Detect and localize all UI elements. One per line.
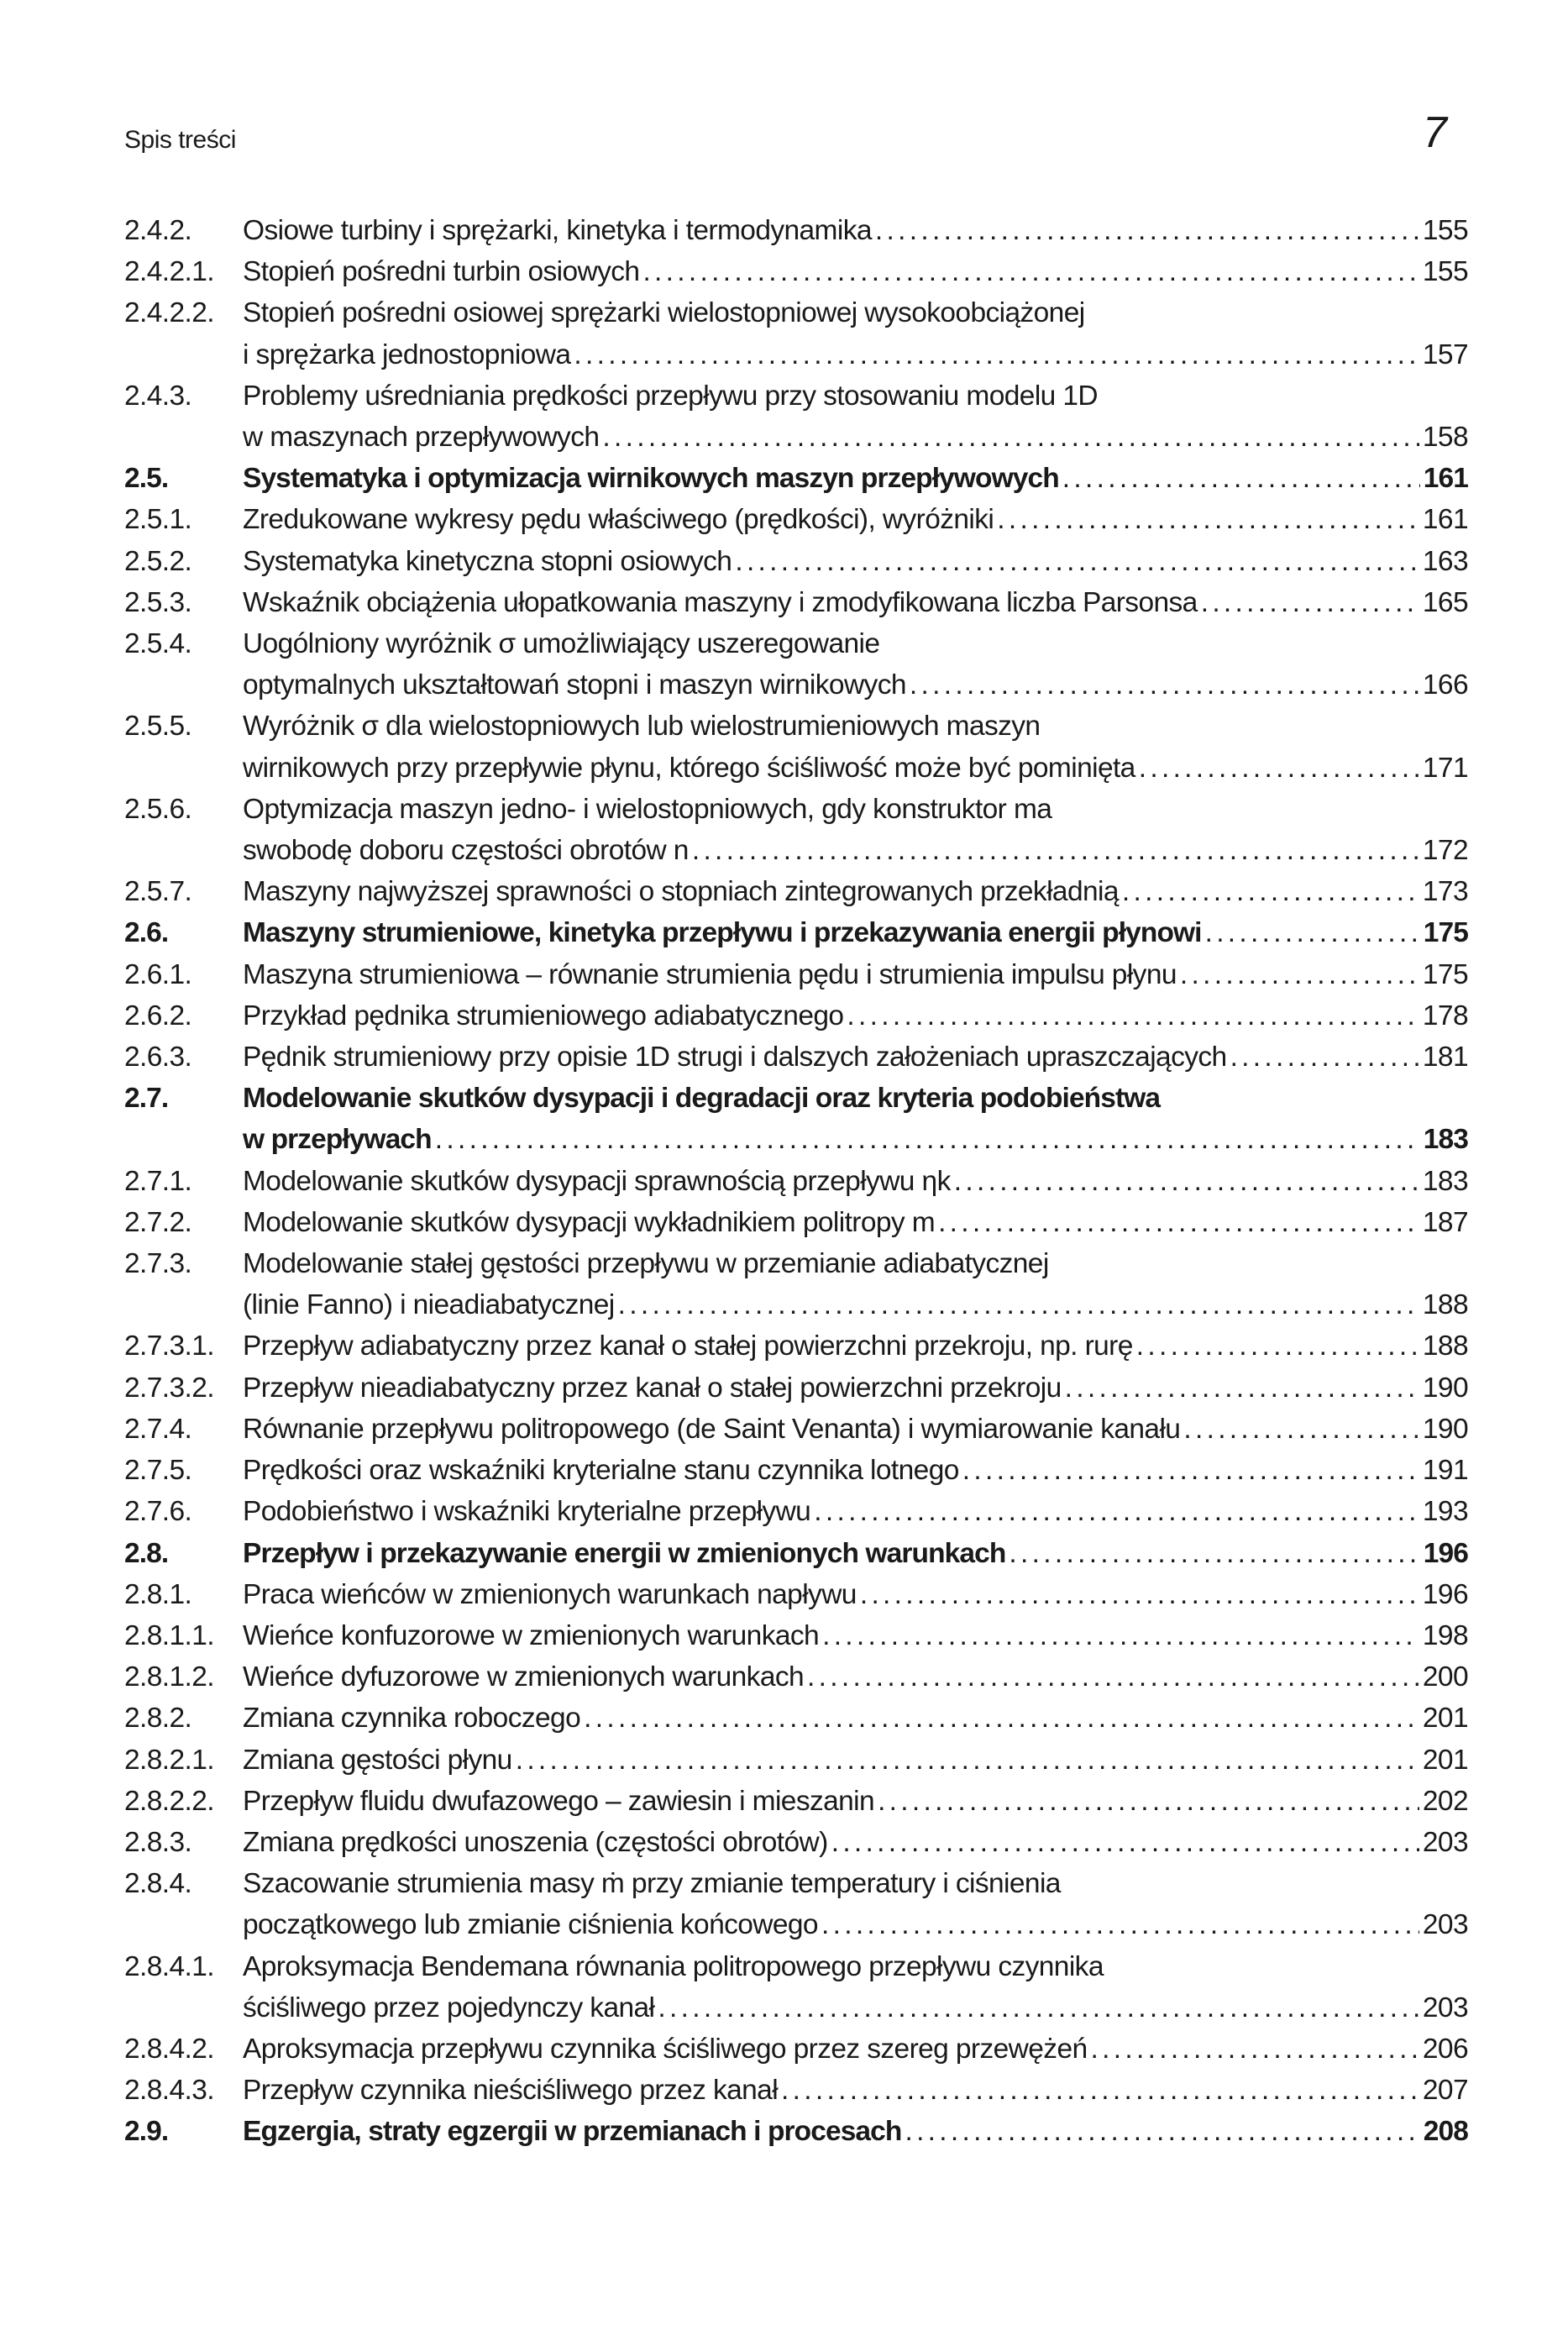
toc-entry: [124, 251, 1468, 292]
toc-entry-number: 2.8.4.3.: [124, 2075, 214, 2107]
toc-entry-title: Maszyna strumieniowa – równanie strumienia pędu i strumienia impulsu płynu: [243, 958, 1177, 990]
toc-entry-line: [243, 871, 1468, 912]
toc-entry-page: 191: [1422, 1455, 1468, 1487]
dot-leader: [1201, 582, 1419, 623]
toc-entry-title: Wskaźnik obciążenia ułopatkowania maszyny i zmodyfikowana liczba Parsonsa: [243, 586, 1198, 618]
toc-entry: [124, 1202, 1468, 1243]
toc-entry: [124, 995, 1468, 1037]
dot-leader: [962, 1450, 1419, 1491]
toc-entry-line: [243, 1615, 1468, 1656]
toc-entry-number: 2.8.4.1.: [124, 1950, 214, 1982]
page-number: 7: [1423, 108, 1447, 157]
toc-entry: [124, 499, 1468, 540]
toc-entry-number: 2.6.1.: [124, 958, 192, 990]
toc-entry-page: 165: [1422, 586, 1468, 618]
dot-leader: [847, 995, 1419, 1037]
toc-entry-page: 158: [1422, 422, 1468, 454]
dot-leader: [1205, 912, 1420, 953]
toc-entry: [124, 1574, 1468, 1615]
toc-entry-body: [243, 251, 1468, 292]
toc-entry-title: Praca wieńców w zmienionych warunkach napływu: [243, 1578, 857, 1610]
toc-entry-number: 2.7.3.1.: [124, 1330, 214, 1362]
toc-entry-body: [243, 1491, 1468, 1532]
toc-entry-title: Równanie przepływu politropowego (de Saint Venanta) i wymiarowanie kanału: [243, 1413, 1181, 1445]
toc-entry-page: 202: [1422, 1785, 1468, 1817]
dot-leader: [997, 499, 1419, 540]
toc-entry-page: 188: [1422, 1289, 1468, 1321]
toc-entry-page: 188: [1422, 1330, 1468, 1362]
toc-entry-line: [243, 334, 1468, 375]
toc-entry-number: 2.5.6.: [124, 793, 192, 825]
toc-entry-line: [243, 251, 1468, 292]
toc-entry-page: 181: [1422, 1042, 1468, 1073]
toc-entry-title: Egzergia, straty egzergii w przemianach i procesach: [243, 2116, 902, 2148]
toc-entry: [124, 1533, 1468, 1574]
toc-entry-page: 166: [1422, 669, 1468, 701]
toc-entry: [124, 1698, 1468, 1739]
toc-entry-body: [243, 1325, 1468, 1367]
toc-entry-body: [243, 871, 1468, 912]
toc-entry: [124, 789, 1468, 871]
toc-entry: [124, 541, 1468, 582]
running-head: Spis treści: [124, 126, 236, 154]
toc-entry: [124, 1946, 1468, 2028]
toc-entry-number: 2.5.: [124, 463, 169, 495]
toc-entry-title: Uogólniony wyróżnik σ umożliwiający uszeregowanie: [243, 628, 880, 660]
toc-entry-line: [243, 1698, 1468, 1739]
dot-leader: [1065, 1367, 1419, 1409]
toc-entry: [124, 912, 1468, 953]
toc-entry: [124, 1740, 1468, 1781]
toc-entry: [124, 458, 1468, 499]
toc-entry-number: 2.7.3.2.: [124, 1372, 214, 1404]
toc-entry-number: 2.7.6.: [124, 1496, 192, 1528]
toc-entry-line: [243, 1533, 1468, 1574]
toc-entry-number: 2.7.2.: [124, 1206, 192, 1238]
toc-entry-line: [243, 1740, 1468, 1781]
toc-entry-body: [243, 582, 1468, 623]
toc-entry: [124, 1078, 1468, 1160]
toc-entry: [124, 582, 1468, 623]
toc-entry: [124, 1409, 1468, 1450]
toc-entry-number: 2.5.2.: [124, 545, 192, 577]
toc-entry-title: Modelowanie skutków dysypacji sprawnością przepływu ηk: [243, 1165, 951, 1197]
toc-entry-line: [243, 499, 1468, 540]
dot-leader: [821, 1904, 1419, 1945]
toc-entry-title: Zmiana prędkości unoszenia (częstości obrotów): [243, 1826, 828, 1858]
toc-entry-body: [243, 210, 1468, 251]
toc-entry: [124, 1243, 1468, 1325]
toc-entry-body: [243, 375, 1468, 458]
toc-entry-line: [243, 912, 1468, 953]
toc-entry-line: [243, 623, 1468, 664]
dot-leader: [781, 2070, 1419, 2111]
toc-entry-line: [243, 417, 1468, 458]
toc-entry-title: Przepływ i przekazywanie energii w zmienionych warunkach: [243, 1537, 1006, 1569]
toc-entry-title: Optymizacja maszyn jedno- i wielostopniowych, gdy konstruktor ma: [243, 793, 1052, 825]
toc-entry-number: 2.6.: [124, 917, 169, 949]
dot-leader: [1180, 954, 1419, 995]
toc-entry: [124, 706, 1468, 788]
toc-entry: [124, 1037, 1468, 1078]
toc-entry-number: 2.8.4.2.: [124, 2033, 214, 2065]
toc-entry-line: [243, 1987, 1468, 2028]
toc-entry-page: 208: [1423, 2116, 1468, 2148]
toc-entry-page: 175: [1422, 958, 1468, 990]
toc-entry-body: [243, 1161, 1468, 1202]
toc-entry-title: Osiowe turbiny i sprężarki, kinetyka i termodynamika: [243, 215, 872, 246]
dot-leader: [1139, 748, 1419, 789]
toc-entry-page: 178: [1422, 1000, 1468, 1031]
toc-entry-line: [243, 830, 1468, 871]
toc-entry-body: [243, 623, 1468, 706]
toc-entry-title: Przepływ nieadiabatyczny przez kanał o stałej powierzchni przekroju: [243, 1372, 1062, 1404]
toc-entry-body: [243, 1740, 1468, 1781]
toc-entry-line: [243, 1367, 1468, 1409]
dot-leader: [584, 1698, 1419, 1739]
toc-entry-body: [243, 1037, 1468, 1078]
toc-entry: [124, 1367, 1468, 1409]
toc-entry-number: 2.8.2.1.: [124, 1744, 214, 1776]
dot-leader: [831, 1822, 1419, 1863]
toc-entry-number: 2.4.2.2.: [124, 297, 214, 329]
toc-entry-body: [243, 1243, 1468, 1325]
toc-entry-line: [243, 995, 1468, 1037]
toc-entry: [124, 375, 1468, 458]
toc-entry-page: 173: [1422, 876, 1468, 908]
toc-entry-number: 2.5.1.: [124, 504, 192, 536]
toc-entry-number: 2.5.7.: [124, 876, 192, 908]
toc-entry-page: 203: [1422, 1992, 1468, 2023]
dot-leader: [938, 1202, 1419, 1243]
toc-entry-line: [243, 748, 1468, 789]
toc-entry-title: Przepływ adiabatyczny przez kanał o stałej powierzchni przekroju, np. rurę: [243, 1330, 1133, 1362]
toc-entry-line: [243, 1904, 1468, 1945]
toc-entry-title: i sprężarka jednostopniowa: [243, 339, 571, 370]
toc-entry-body: [243, 292, 1468, 375]
toc-entry-line: [243, 2070, 1468, 2111]
toc-entry-page: 161: [1422, 504, 1468, 536]
toc-entry-line: [243, 1243, 1468, 1284]
toc-entry-body: [243, 1656, 1468, 1698]
toc-entry-line: [243, 664, 1468, 706]
toc-entry-body: [243, 1450, 1468, 1491]
toc-entry-line: [243, 1284, 1468, 1325]
toc-entry-body: [243, 541, 1468, 582]
toc-entry-title: Systematyka i optymizacja wirnikowych maszyn przepływowych: [243, 463, 1059, 495]
toc-entry-title: optymalnych ukształtowań stopni i maszyn wirnikowych: [243, 669, 906, 701]
toc-entry-title: Modelowanie skutków dysypacji i degradacji oraz kryteria podobieństwa: [243, 1083, 1161, 1115]
toc-entry: [124, 1161, 1468, 1202]
toc-entry-number: 2.8.1.2.: [124, 1661, 214, 1693]
toc-entry-page: 207: [1422, 2075, 1468, 2107]
toc-entry: [124, 1450, 1468, 1491]
toc-entry-body: [243, 1409, 1468, 1450]
toc-entry-body: [243, 1574, 1468, 1615]
toc-entry-page: 198: [1422, 1619, 1468, 1651]
dot-leader: [814, 1491, 1419, 1532]
toc-entry-line: [243, 2028, 1468, 2070]
dot-leader: [1122, 871, 1419, 912]
toc-entry-line: [243, 1656, 1468, 1698]
toc-entry-body: [243, 1781, 1468, 1822]
toc-entry-page: 203: [1422, 1826, 1468, 1858]
dot-leader: [692, 830, 1419, 871]
toc-entry-title: Przepływ fluidu dwufazowego – zawiesin i mieszanin: [243, 1785, 875, 1817]
toc-entry-line: [243, 1161, 1468, 1202]
toc-entry-title: Przykład pędnika strumieniowego adiabatycznego: [243, 1000, 844, 1031]
dot-leader: [1230, 1037, 1419, 1078]
toc-entry-title: Szacowanie strumienia masy ṁ przy zmianie temperatury i ciśnienia: [243, 1868, 1061, 1900]
toc-entry-number: 2.7.5.: [124, 1455, 192, 1487]
dot-leader: [1183, 1409, 1419, 1450]
toc-entry-number: 2.4.3.: [124, 380, 192, 412]
toc-entry-page: 200: [1422, 1661, 1468, 1693]
dot-leader: [905, 2111, 1419, 2152]
toc-entry-number: 2.6.2.: [124, 1000, 192, 1031]
toc-entry-title: Pędnik strumieniowy przy opisie 1D strugi i dalszych założeniach upraszczających: [243, 1042, 1227, 1073]
toc-entry-body: [243, 954, 1468, 995]
dot-leader: [435, 1119, 1420, 1160]
toc-entry-page: 171: [1422, 752, 1468, 784]
toc-entry-title: Wieńce dyfuzorowe w zmienionych warunkach: [243, 1661, 805, 1693]
toc-entry-number: 2.6.3.: [124, 1042, 192, 1073]
toc-entry-page: 190: [1422, 1372, 1468, 1404]
toc-entry-title: Maszyny strumieniowe, kinetyka przepływu i przekazywania energii płynowi: [243, 917, 1202, 949]
toc-entry-number: 2.8.1.: [124, 1578, 192, 1610]
toc-entry-page: 206: [1422, 2033, 1468, 2065]
toc-entry: [124, 292, 1468, 375]
toc-entry-number: 2.9.: [124, 2116, 169, 2148]
dot-leader: [954, 1161, 1419, 1202]
toc-entry: [124, 871, 1468, 912]
toc-entry-line: [243, 375, 1468, 417]
toc-entry-page: 190: [1422, 1413, 1468, 1445]
toc-entry-page: 193: [1422, 1496, 1468, 1528]
toc-entry-title: ściśliwego przez pojedynczy kanał: [243, 1992, 655, 2023]
toc-entry-page: 196: [1422, 1578, 1468, 1610]
toc-entry-body: [243, 2028, 1468, 2070]
toc-entry-number: 2.5.3.: [124, 586, 192, 618]
toc-entry-page: 196: [1423, 1537, 1468, 1569]
toc-entry-line: [243, 1409, 1468, 1450]
toc-entry-title: Wieńce konfuzorowe w zmienionych warunkach: [243, 1619, 820, 1651]
toc-entry-number: 2.8.1.1.: [124, 1619, 214, 1651]
toc-entry-line: [243, 1078, 1468, 1119]
toc-entry: [124, 2111, 1468, 2152]
toc-entry-line: [243, 1822, 1468, 1863]
toc-entry-title: Stopień pośredni osiowej sprężarki wielostopniowej wysokoobciążonej: [243, 297, 1085, 329]
dot-leader: [516, 1740, 1419, 1781]
toc-entry-page: 183: [1422, 1165, 1468, 1197]
toc-entry-title: Modelowanie skutków dysypacji wykładnikiem politropy m: [243, 1206, 936, 1238]
toc-entry: [124, 1615, 1468, 1656]
toc-entry: [124, 2028, 1468, 2070]
toc-entry-line: [243, 582, 1468, 623]
toc-entry-title: Modelowanie stałej gęstości przepływu w przemianie adiabatycznej: [243, 1248, 1049, 1280]
toc-entry-number: 2.7.3.: [124, 1248, 192, 1280]
dot-leader: [860, 1574, 1419, 1615]
toc-entry-number: 2.8.3.: [124, 1826, 192, 1858]
toc-entry-title: Systematyka kinetyczna stopni osiowych: [243, 545, 732, 577]
toc-entry: [124, 1863, 1468, 1945]
table-of-contents: [124, 210, 1468, 2153]
dot-leader: [1136, 1325, 1419, 1367]
toc-entry-body: [243, 789, 1468, 871]
toc-entry-body: [243, 2111, 1468, 2152]
toc-entry-number: 2.8.2.: [124, 1703, 192, 1735]
toc-entry-page: 201: [1422, 1744, 1468, 1776]
toc-entry-line: [243, 789, 1468, 830]
toc-entry-body: [243, 912, 1468, 953]
toc-entry-page: 201: [1422, 1703, 1468, 1735]
toc-entry-title: Stopień pośredni turbin osiowych: [243, 256, 640, 288]
toc-entry-body: [243, 1946, 1468, 2028]
dot-leader: [1009, 1533, 1419, 1574]
toc-entry-number: 2.8.4.: [124, 1868, 192, 1900]
toc-entry-page: 155: [1422, 256, 1468, 288]
toc-entry-body: [243, 1615, 1468, 1656]
toc-entry-line: [243, 541, 1468, 582]
toc-entry-body: [243, 995, 1468, 1037]
toc-entry-title: (linie Fanno) i nieadiabatycznej: [243, 1289, 615, 1321]
toc-entry-number: 2.5.4.: [124, 628, 192, 660]
toc-entry-title: Problemy uśredniania prędkości przepływu przy stosowaniu modelu 1D: [243, 380, 1099, 412]
toc-entry-line: [243, 2111, 1468, 2152]
toc-entry-line: [243, 1202, 1468, 1243]
dot-leader: [602, 417, 1419, 458]
toc-entry-title: Zmiana czynnika roboczego: [243, 1703, 581, 1735]
toc-entry-title: w przepływach: [243, 1124, 432, 1156]
toc-entry-line: [243, 292, 1468, 333]
toc-entry-title: Aproksymacja przepływu czynnika ściśliwego przez szereg przewężeń: [243, 2033, 1088, 2065]
dot-leader: [1091, 2028, 1419, 2070]
toc-entry-body: [243, 1533, 1468, 1574]
toc-entry-line: [243, 1450, 1468, 1491]
toc-entry-number: 2.4.2.1.: [124, 256, 214, 288]
toc-entry-body: [243, 1698, 1468, 1739]
dot-leader: [735, 541, 1419, 582]
toc-entry-title: wirnikowych przy przepływie płynu, którego ściśliwość może być pominięta: [243, 752, 1135, 784]
toc-entry-title: swobodę doboru częstości obrotów n: [243, 835, 689, 867]
toc-entry-line: [243, 1781, 1468, 1822]
dot-leader: [658, 1987, 1419, 2028]
toc-entry-title: w maszynach przepływowych: [243, 422, 600, 454]
toc-entry-title: Wyróżnik σ dla wielostopniowych lub wielostrumieniowych maszyn: [243, 711, 1041, 743]
dot-leader: [822, 1615, 1419, 1656]
dot-leader: [910, 664, 1419, 706]
toc-entry-title: Maszyny najwyższej sprawności o stopniach zintegrowanych przekładnią: [243, 876, 1119, 908]
toc-entry: [124, 954, 1468, 995]
dot-leader: [642, 251, 1419, 292]
dot-leader: [878, 1781, 1419, 1822]
toc-entry-title: Podobieństwo i wskaźniki kryterialne przepływu: [243, 1496, 811, 1528]
toc-entry-page: 161: [1423, 463, 1468, 495]
toc-entry: [124, 2070, 1468, 2111]
toc-entry-line: [243, 210, 1468, 251]
toc-entry-body: [243, 1863, 1468, 1945]
toc-entry: [124, 210, 1468, 251]
toc-entry-body: [243, 458, 1468, 499]
toc-entry: [124, 1822, 1468, 1863]
toc-entry-body: [243, 1367, 1468, 1409]
dot-leader: [1062, 458, 1420, 499]
toc-entry-page: 163: [1422, 545, 1468, 577]
toc-entry-body: [243, 2070, 1468, 2111]
toc-entry-line: [243, 1946, 1468, 1987]
toc-entry-body: [243, 1822, 1468, 1863]
toc-entry-page: 175: [1423, 917, 1468, 949]
toc-entry-line: [243, 1574, 1468, 1615]
toc-entry: [124, 1491, 1468, 1532]
toc-entry-line: [243, 1491, 1468, 1532]
toc-entry-line: [243, 1119, 1468, 1160]
toc-entry-number: 2.7.4.: [124, 1413, 192, 1445]
toc-entry-number: 2.4.2.: [124, 215, 192, 246]
toc-entry-title: Aproksymacja Bendemana równania politropowego przepływu czynnika: [243, 1950, 1104, 1982]
toc-entry-line: [243, 706, 1468, 747]
toc-entry-line: [243, 1325, 1468, 1367]
toc-entry-line: [243, 954, 1468, 995]
toc-entry-page: 172: [1422, 835, 1468, 867]
toc-entry-number: 2.7.: [124, 1083, 169, 1115]
toc-entry-line: [243, 1037, 1468, 1078]
toc-entry-number: 2.5.5.: [124, 711, 192, 743]
toc-entry-title: Prędkości oraz wskaźniki kryterialne stanu czynnika lotnego: [243, 1455, 959, 1487]
toc-entry-line: [243, 458, 1468, 499]
toc-entry-page: 187: [1422, 1206, 1468, 1238]
toc-entry-body: [243, 499, 1468, 540]
toc-entry-number: 2.7.1.: [124, 1165, 192, 1197]
toc-entry-page: 157: [1422, 339, 1468, 370]
toc-entry: [124, 1325, 1468, 1367]
toc-entry-line: [243, 1863, 1468, 1904]
toc-entry: [124, 1781, 1468, 1822]
toc-entry: [124, 623, 1468, 706]
dot-leader: [875, 210, 1419, 251]
toc-entry-page: 183: [1423, 1124, 1468, 1156]
toc-entry-number: 2.8.: [124, 1537, 169, 1569]
dot-leader: [807, 1656, 1419, 1698]
dot-leader: [618, 1284, 1419, 1325]
toc-entry-title: Zmiana gęstości płynu: [243, 1744, 512, 1776]
toc-entry-body: [243, 1078, 1468, 1160]
toc-entry-page: 203: [1422, 1909, 1468, 1941]
toc-entry-page: 155: [1422, 215, 1468, 246]
toc-entry-title: początkowego lub zmianie ciśnienia końcowego: [243, 1909, 818, 1941]
toc-entry-number: 2.8.2.2.: [124, 1785, 214, 1817]
toc-entry-body: [243, 1202, 1468, 1243]
toc-entry-title: Przepływ czynnika nieściśliwego przez kanał: [243, 2075, 779, 2107]
toc-entry: [124, 1656, 1468, 1698]
toc-entry-title: Zredukowane wykresy pędu właściwego (prędkości), wyróżniki: [243, 504, 994, 536]
dot-leader: [574, 334, 1419, 375]
toc-entry-body: [243, 706, 1468, 788]
